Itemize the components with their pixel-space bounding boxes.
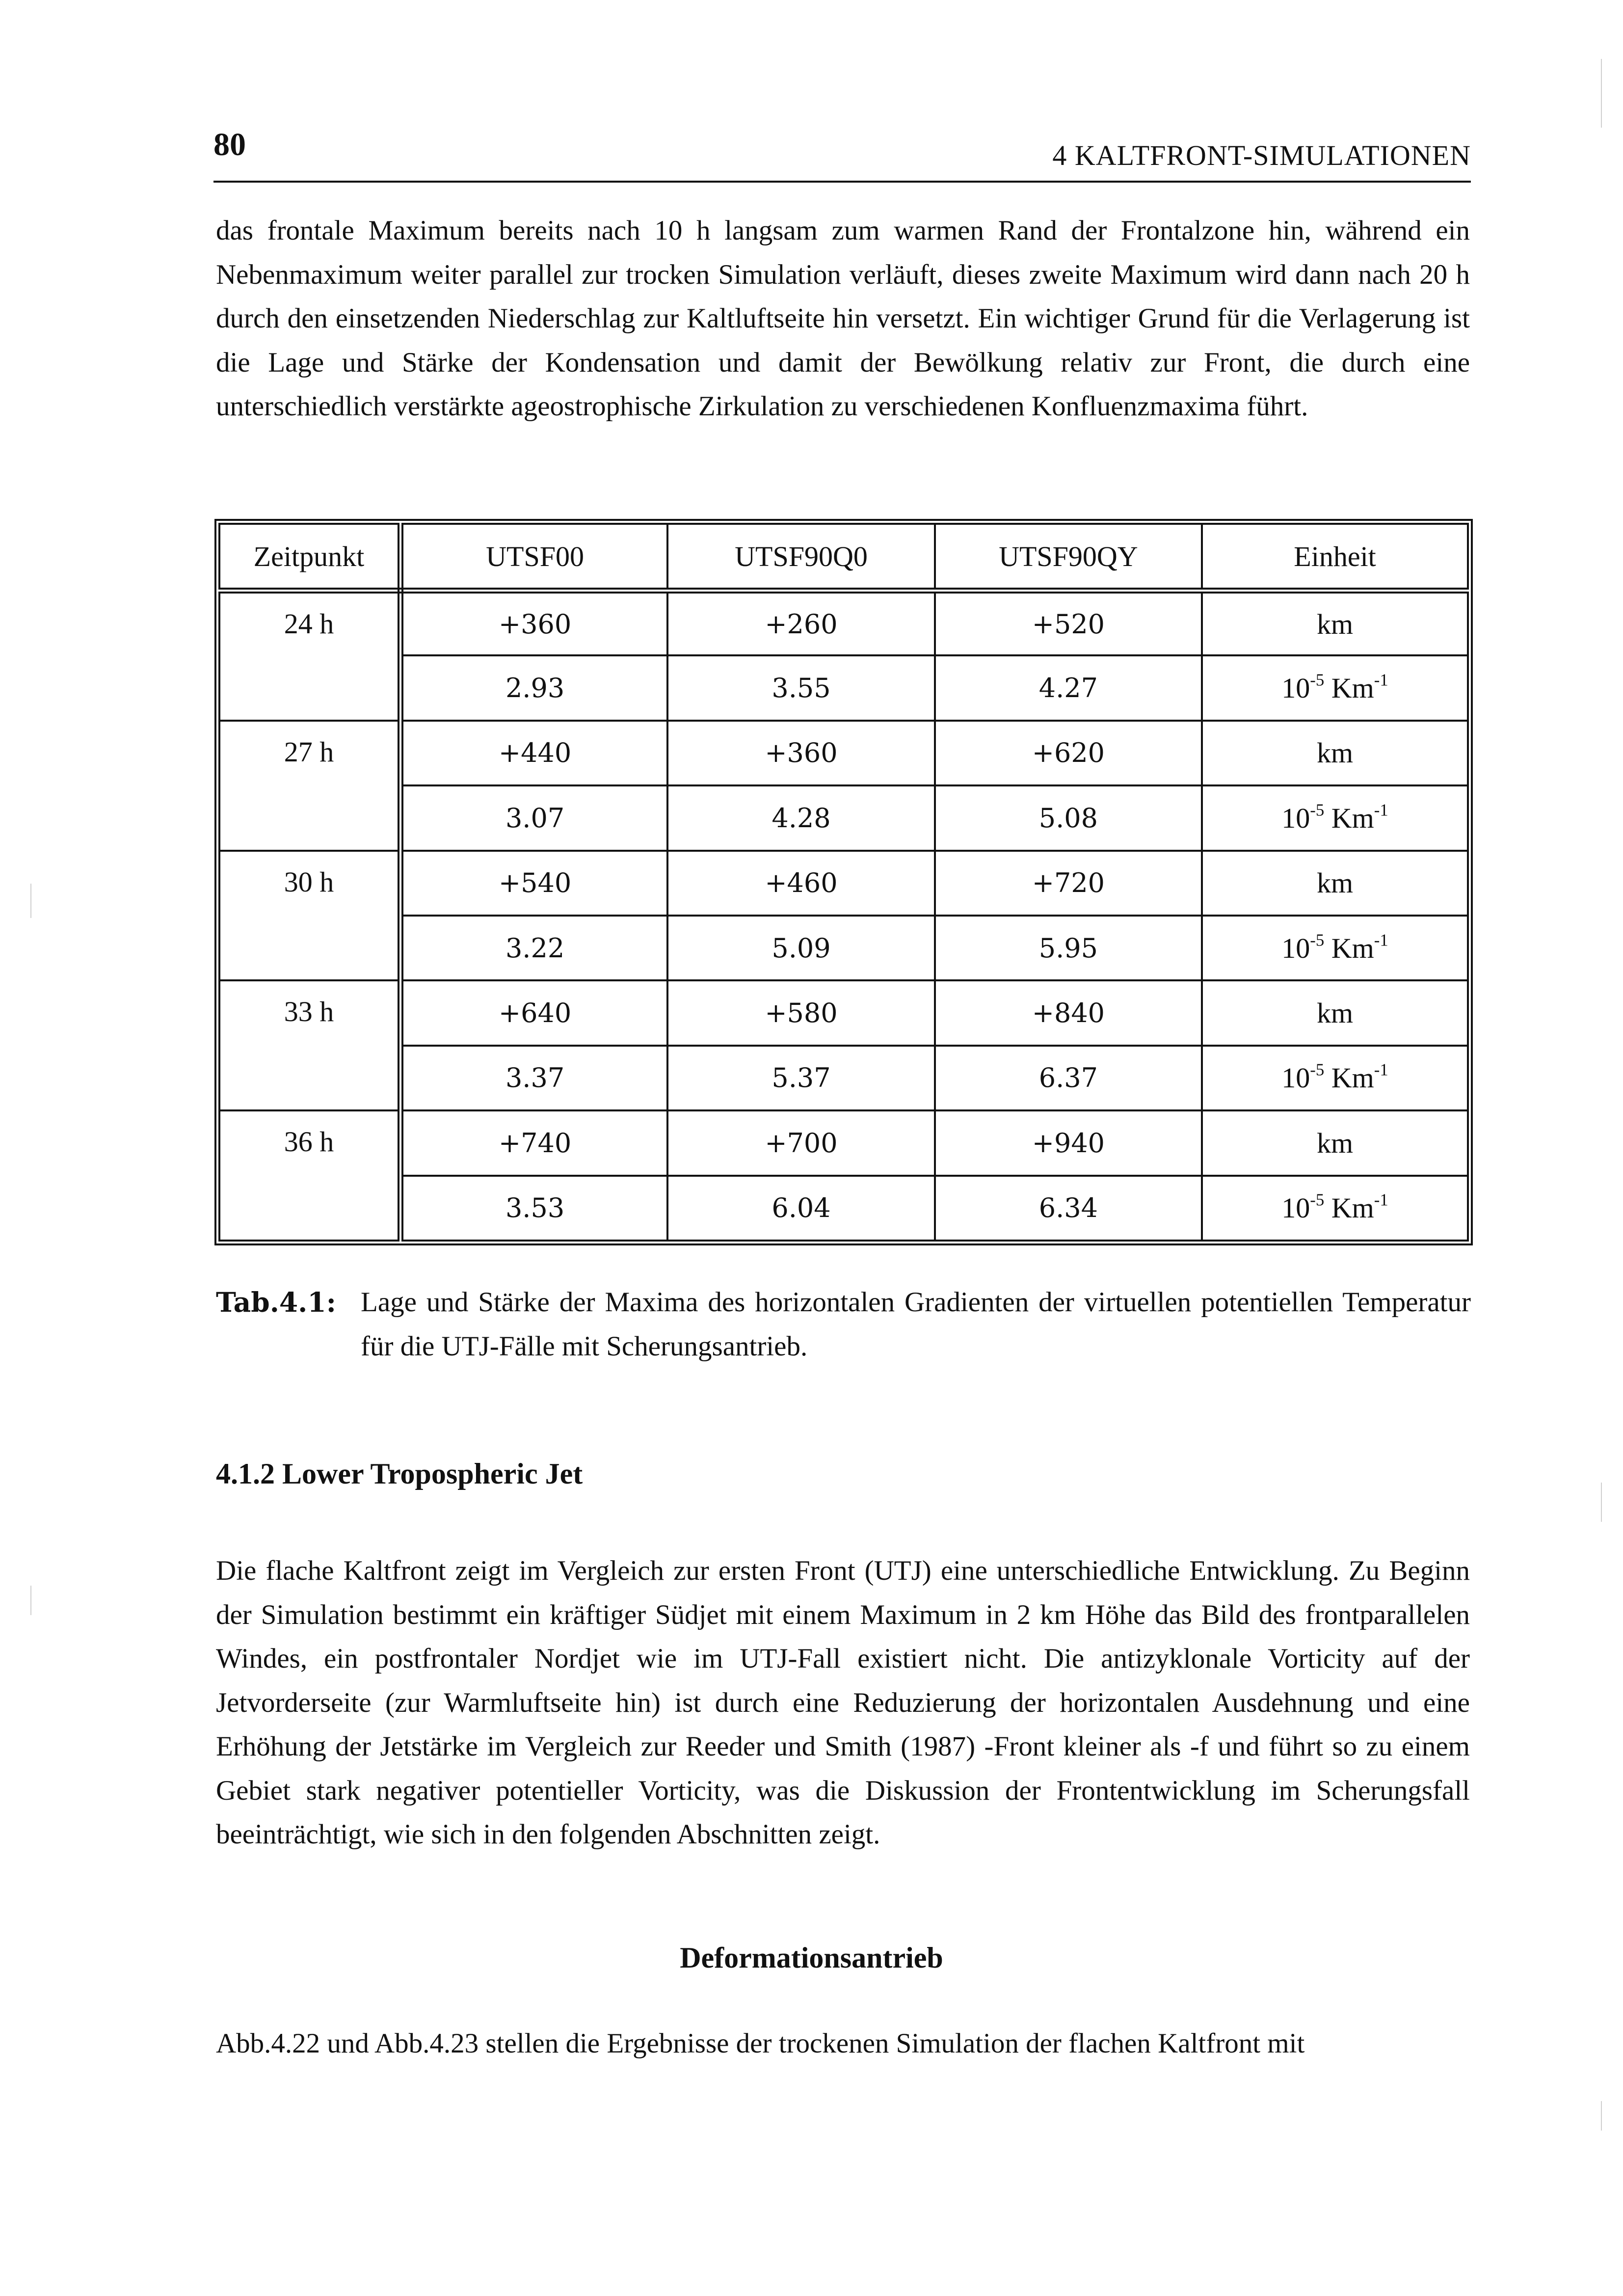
table-body	[219, 591, 1468, 1241]
running-title: 4 KALTFRONT-SIMULATIONEN	[1052, 139, 1471, 171]
table-row	[219, 1110, 1468, 1175]
scan-margin-mark	[1601, 1483, 1602, 1522]
table-row	[219, 655, 1468, 720]
gradient-value-cell: 5.09	[667, 916, 934, 980]
unit-gradient-cell	[1202, 916, 1468, 980]
unit-exponent: -5	[1310, 670, 1325, 690]
unit-km-cell: km	[1202, 721, 1468, 785]
unit-symbol: Km	[1331, 932, 1374, 964]
unit-gradient-cell	[1202, 655, 1468, 720]
header-rule	[213, 181, 1471, 183]
time-cell: 27 h	[219, 721, 400, 851]
time-cell: 30 h	[219, 851, 400, 981]
unit-symbol-exponent: -1	[1374, 1190, 1388, 1210]
scan-margin-mark	[1601, 2101, 1602, 2131]
unit-exponent: -5	[1310, 930, 1325, 950]
table-row	[219, 980, 1468, 1045]
section-heading: 4.1.2 Lower Tropospheric Jet	[216, 1458, 583, 1490]
table-row	[219, 785, 1468, 850]
header-utsf00: UTSF00	[400, 524, 667, 591]
unit-symbol: Km	[1331, 1192, 1374, 1224]
gradient-value-cell: 4.28	[667, 785, 934, 850]
results-table-frame	[214, 519, 1473, 1245]
header-einheit: Einheit	[1202, 524, 1468, 591]
gradient-value-cell: 6.37	[935, 1046, 1202, 1110]
unit-symbol-exponent: -1	[1374, 930, 1388, 950]
gradient-value-cell: 3.22	[400, 916, 667, 980]
time-cell: 36 h	[219, 1110, 400, 1241]
unit-symbol-exponent: -1	[1374, 1060, 1388, 1080]
results-table	[218, 523, 1469, 1242]
header-utsf90qy: UTSF90QY	[935, 524, 1202, 591]
unit-km-cell: km	[1202, 591, 1468, 655]
unit-gradient-cell	[1202, 1176, 1468, 1241]
unit-symbol: Km	[1331, 802, 1374, 834]
unit-exponent: -5	[1310, 800, 1325, 820]
table-row	[219, 916, 1468, 980]
unit-base: 10	[1281, 802, 1310, 834]
time-cell: 24 h	[219, 591, 400, 721]
header-zeitpunkt: Zeitpunkt	[219, 524, 400, 591]
gradient-value-cell: 3.07	[400, 785, 667, 850]
unit-base: 10	[1281, 932, 1310, 964]
gradient-value-cell: 4.27	[935, 655, 1202, 720]
position-value-cell: +840	[935, 980, 1202, 1045]
unit-exponent: -5	[1310, 1060, 1325, 1080]
position-value-cell: +940	[935, 1110, 1202, 1175]
gradient-value-cell: 5.08	[935, 785, 1202, 850]
table-row	[219, 851, 1468, 916]
table-row	[219, 1176, 1468, 1241]
scan-margin-mark	[30, 884, 31, 918]
unit-km-cell: km	[1202, 1110, 1468, 1175]
page-number: 80	[213, 127, 246, 162]
unit-km-cell: km	[1202, 980, 1468, 1045]
unit-base: 10	[1281, 672, 1310, 704]
scan-margin-mark	[1601, 59, 1602, 128]
unit-symbol: Km	[1331, 672, 1374, 704]
position-value-cell: +520	[935, 591, 1202, 655]
unit-exponent: -5	[1310, 1190, 1325, 1210]
gradient-value-cell: 6.04	[667, 1176, 934, 1241]
position-value-cell: +360	[667, 721, 934, 785]
time-cell: 33 h	[219, 980, 400, 1110]
body-paragraph-3: Abb.4.22 und Abb.4.23 stellen die Ergebnisse der trockenen Simulation der flachen Kaltfront mit	[216, 2028, 1305, 2059]
unit-base: 10	[1281, 1062, 1310, 1094]
table-row	[219, 721, 1468, 785]
position-value-cell: +440	[400, 721, 667, 785]
gradient-value-cell: 5.37	[667, 1046, 934, 1110]
position-value-cell: +580	[667, 980, 934, 1045]
gradient-value-cell: 5.95	[935, 916, 1202, 980]
position-value-cell: +540	[400, 851, 667, 916]
unit-gradient-cell	[1202, 785, 1468, 850]
subsection-heading: Deformationsantrieb	[680, 1942, 943, 1974]
position-value-cell: +740	[400, 1110, 667, 1175]
scan-margin-mark	[30, 1586, 31, 1615]
unit-gradient-cell	[1202, 1046, 1468, 1110]
position-value-cell: +260	[667, 591, 934, 655]
position-value-cell: +460	[667, 851, 934, 916]
position-value-cell: +360	[400, 591, 667, 655]
body-paragraph-1: das frontale Maximum bereits nach 10 h langsam zum warmen Rand der Frontalzone hin, während ein Nebenmaximum weiter parallel zur trocken Simulation verläuft, dieses zweite Maximum wird dann nach 20 h durch den einsetzenden Niederschlag zur Kaltluftseite hin versetzt. Ein wichtiger Grund für die Verlagerung ist die Lage und Stärke der Kondensation und damit der Bewölkung relativ zur Front, die durch eine unterschiedlich verstärkte ageostrophische Zirkulation zu verschiedenen Konfluenzmaxima führt.	[216, 215, 1470, 422]
table-row	[219, 1046, 1468, 1110]
position-value-cell: +720	[935, 851, 1202, 916]
body-paragraph-2: Die flache Kaltfront zeigt im Vergleich zur ersten Front (UTJ) eine unterschiedliche Entwicklung. Zu Beginn der Simulation bestimmt ein kräftiger Südjet mit einem Maximum in 2 km Höhe das Bild des frontparallelen Windes, ein postfrontaler Nordjet wie im UTJ-Fall existiert nicht. Die antizyklonale Vorticity auf der Jetvorderseite (zur Warmluftseite hin) ist durch eine Reduzierung der horizontalen Ausdehnung und eine Erhöhung der Jetstärke im Vergleich zur Reeder und Smith (1987) -Front kleiner als -f und führt so zu einem Gebiet stark negativer potentieller Vorticity, was die Diskussion der Frontentwicklung im Scherungsfall beeinträchtigt, wie sich in den folgenden Abschnitten zeigt.	[216, 1555, 1470, 1850]
position-value-cell: +700	[667, 1110, 934, 1175]
gradient-value-cell: 3.55	[667, 655, 934, 720]
gradient-value-cell: 2.93	[400, 655, 667, 720]
gradient-value-cell: 3.53	[400, 1176, 667, 1241]
gradient-value-cell: 3.37	[400, 1046, 667, 1110]
position-value-cell: +640	[400, 980, 667, 1045]
unit-symbol-exponent: -1	[1374, 670, 1388, 690]
unit-symbol-exponent: -1	[1374, 800, 1388, 820]
unit-base: 10	[1281, 1192, 1310, 1224]
caption-label: Tab.4.1:	[216, 1286, 336, 1318]
table-row	[219, 591, 1468, 655]
position-value-cell: +620	[935, 721, 1202, 785]
unit-symbol: Km	[1331, 1062, 1374, 1094]
gradient-value-cell: 6.34	[935, 1176, 1202, 1241]
caption-text: Lage und Stärke der Maxima des horizontalen Gradienten der virtuellen potentiellen Temperatur für die UTJ-Fälle mit Scherungsantrieb.	[361, 1287, 1471, 1362]
unit-km-cell: km	[1202, 851, 1468, 916]
header-utsf90q0: UTSF90Q0	[667, 524, 934, 591]
